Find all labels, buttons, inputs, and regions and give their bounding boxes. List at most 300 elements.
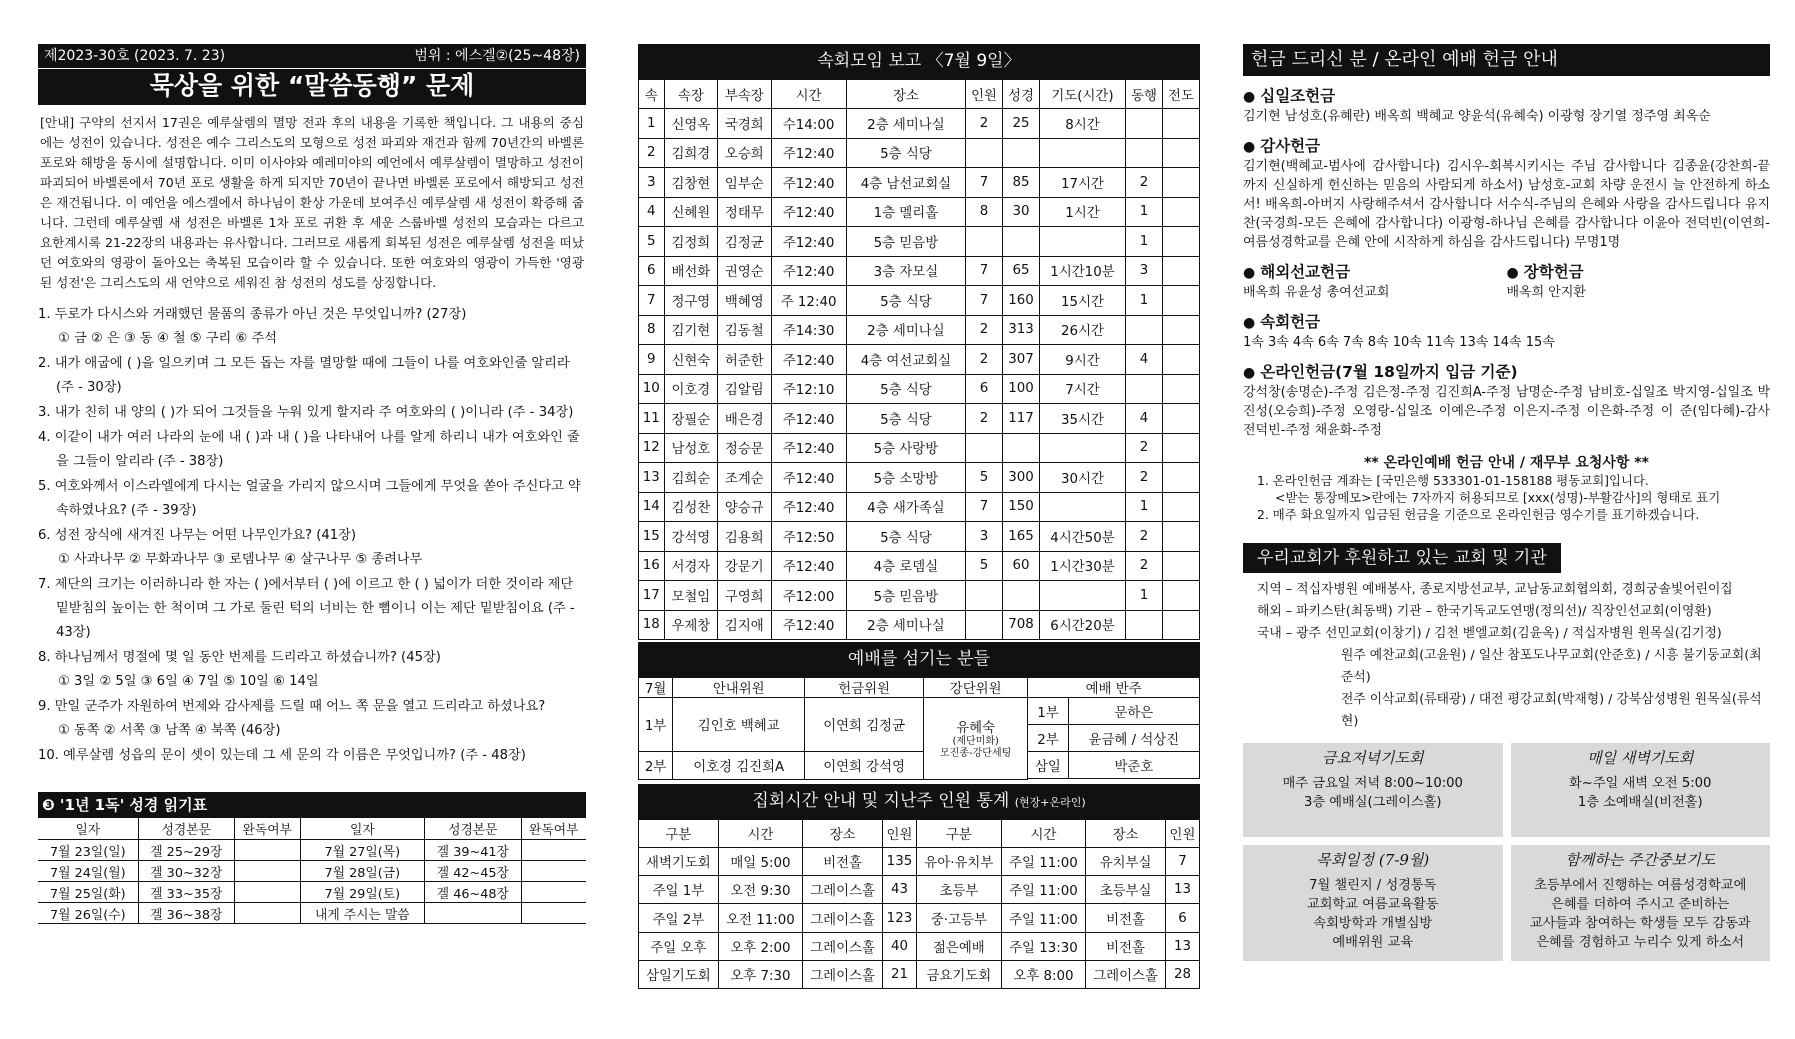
report-cell: 김창현 — [664, 168, 717, 198]
friday-prayer-title: 금요저녁기도회 — [1322, 749, 1424, 767]
report-cell: 708 — [1003, 610, 1040, 640]
report-cell: 1 — [1126, 197, 1163, 227]
report-cell: 주12:40 — [771, 492, 846, 522]
report-cell: 1시간30분 — [1039, 551, 1125, 581]
question-item — [38, 401, 586, 425]
altar-sub1: (제단미화) — [952, 735, 999, 747]
reading-cell: 겔 46~48장 — [425, 882, 521, 903]
report-cell — [1162, 374, 1199, 404]
meditation-title: 묵상을 위한 “말씀동행” 문제 — [38, 69, 586, 105]
report-cell — [1003, 138, 1040, 168]
report-cell: 7 — [966, 286, 1003, 316]
report-cell: 김희순 — [664, 463, 717, 493]
notice-line1b: <받는 통장메모>란에는 7자까지 허용되므로 [xxx(성명)-부활감사]의 형태로 표기 — [1275, 490, 1721, 505]
report-cell: 국경희 — [718, 109, 771, 139]
servers-altar-head: 강단위원 — [924, 677, 1028, 698]
report-row — [639, 197, 1200, 227]
question-options: ① 동쪽 ② 서쪽 ③ 남쪽 ④ 북쪽 (46장) — [58, 723, 281, 738]
reading-header: 성경본문 — [138, 818, 234, 840]
meeting-row — [639, 847, 1200, 875]
meeting-header: 시간 — [1001, 819, 1085, 848]
thanks-heading: ● 감사헌금 — [1243, 136, 1770, 157]
report-cell: 4층 남선교회실 — [846, 168, 965, 198]
report-cell: 주12:40 — [771, 138, 846, 168]
notice-heading: ** 온라인예배 헌금 안내 / 재무부 요청사항 ** — [1364, 455, 1649, 471]
report-cell: 165 — [1003, 522, 1040, 552]
report-cell: 6 — [966, 374, 1003, 404]
report-cell: 2 — [1126, 551, 1163, 581]
report-cell — [1162, 581, 1199, 611]
report-cell — [1039, 581, 1125, 611]
report-cell: 1시간 — [1039, 197, 1125, 227]
reading-cell: 7월 27일(목) — [300, 840, 425, 861]
support-domestic-2: 원주 예찬교회(고윤원) / 일산 참포도나무교회(안준호) / 시흥 불기둥교회(최준석) — [1341, 648, 1762, 685]
report-cell: 김동철 — [718, 315, 771, 345]
question-options: ① 3일 ② 5일 ③ 6일 ④ 7일 ⑤ 10일 ⑥ 14일 — [58, 674, 319, 689]
question-text: 2. 내가 애굽에 ( )을 일으키며 그 모든 돕는 자를 멸망할 때에 그들이 나를 여호와인줄 알리라 (주 - 30장) — [38, 356, 570, 395]
reading-cell: 내게 주시는 말씀 — [300, 903, 425, 924]
report-cell: 정승문 — [718, 433, 771, 463]
accomp3: 박준호 — [1068, 752, 1199, 779]
reading-cell: 7월 29일(토) — [300, 882, 425, 903]
report-cell: 정구영 — [664, 286, 717, 316]
reading-header: 일자 — [300, 818, 425, 840]
report-cell — [1039, 227, 1125, 257]
question-text: 6. 성전 장식에 새겨진 나무는 어떤 나무인가요? (41장) — [38, 528, 357, 543]
weekly-intercession-2: 은혜를 더하여 주시고 준비하는 — [1551, 897, 1730, 912]
reading-cell: 겔 42~45장 — [425, 861, 521, 882]
report-cell: 26시간 — [1039, 315, 1125, 345]
meeting-header: 구분 — [916, 819, 1001, 848]
report-cell: 정태무 — [718, 197, 771, 227]
question-text: 8. 하나님께서 명절에 몇 일 동안 번제를 드리라고 하셨습니까? (45장) — [38, 650, 441, 665]
report-cell — [1162, 138, 1199, 168]
report-cell: 오승희 — [718, 138, 771, 168]
report-cell: 15시간 — [1039, 286, 1125, 316]
notice-line1: 1. 온라인헌금 계좌는 [국민은행 533301-01-158188 평동교회]입니다. — [1257, 473, 1649, 488]
report-row — [639, 374, 1200, 404]
reading-header: 완독여부 — [234, 818, 300, 840]
report-cell: 2 — [966, 315, 1003, 345]
friday-prayer-place: 3층 예배실(그레이스홀) — [1303, 795, 1442, 810]
reading-cell: 7월 28일(금) — [300, 861, 425, 882]
class-offering-list: 1속 3속 4속 6속 7속 8속 10속 11속 13속 14속 15속 — [1243, 335, 1555, 350]
dawn-prayer-place: 1층 소예배실(비전홀) — [1577, 795, 1703, 810]
meeting-cell: 유아·유치부 — [916, 847, 1001, 875]
meeting-cell: 123 — [882, 904, 916, 932]
question-item — [38, 744, 586, 768]
meeting-cell: 비전홀 — [1086, 932, 1166, 960]
reading-cell: 7월 24일(월) — [38, 861, 138, 882]
report-cell: 16 — [639, 551, 665, 581]
question-item — [38, 426, 586, 474]
meeting-cell: 삼일기도회 — [639, 960, 719, 988]
report-cell: 35시간 — [1039, 404, 1125, 434]
support-domestic-1: 국내 – 광주 선민교회(이창기) / 김천 벧엘교회(김윤옥) / 적십자병원 원목실(김기정) — [1257, 626, 1722, 641]
report-cell — [1162, 404, 1199, 434]
report-header: 기도(시간) — [1039, 79, 1125, 109]
report-cell: 5층 사랑방 — [846, 433, 965, 463]
report-cell: 13 — [639, 463, 665, 493]
question-item — [38, 573, 586, 645]
report-cell: 김정희 — [664, 227, 717, 257]
report-cell — [1003, 433, 1040, 463]
report-cell — [1039, 492, 1125, 522]
report-cell — [1003, 581, 1040, 611]
accomp3-label: 삼일 — [1028, 752, 1068, 779]
reading-cell: 겔 25~29장 — [138, 840, 234, 861]
servers-part1: 1부 — [639, 698, 673, 752]
meeting-cell: 21 — [882, 960, 916, 988]
offering-section — [1243, 44, 1770, 961]
online-offering-list: 강석창(송명순)-주정 김은정-주정 김진희A-주정 남명순-주정 남비호-십일조 박지영-십일조 박진성(오승희)-주정 오영랑-십일조 이예은-주정 이은지-주정 이은화-주정 이 준(임다혜)-감사 전덕빈-주정 채윤화-주정 — [1243, 385, 1770, 438]
info-boxes — [1243, 743, 1770, 961]
report-cell: 주12:40 — [771, 404, 846, 434]
question-item — [38, 475, 586, 523]
report-cell: 1층 멜리홀 — [846, 197, 965, 227]
report-cell: 5 — [639, 227, 665, 257]
meeting-cell: 젊은예배 — [916, 932, 1001, 960]
support-title: 우리교회가 후원하고 있는 교회 및 기관 — [1243, 543, 1561, 573]
report-cell: 10 — [639, 374, 665, 404]
meeting-cell: 135 — [882, 847, 916, 875]
report-cell: 6시간20분 — [1039, 610, 1125, 640]
report-cell: 5층 식당 — [846, 404, 965, 434]
report-cell: 1 — [1126, 286, 1163, 316]
issue-number: 제2023-30호 (2023. 7. 23) — [44, 48, 226, 64]
report-cell — [1162, 315, 1199, 345]
report-cell: 김성찬 — [664, 492, 717, 522]
mission-scholar-row — [1243, 252, 1770, 302]
report-row — [639, 227, 1200, 257]
meeting-header: 장소 — [803, 819, 883, 848]
pastoral-schedule-box — [1243, 845, 1503, 961]
meeting-cell: 주일 2부 — [639, 904, 719, 932]
reading-cell: 7월 23일(일) — [38, 840, 138, 861]
report-section — [638, 44, 1200, 989]
support-local: 지역 – 적십자병원 예배봉사, 종로지방선교부, 교남동교회협의회, 경희궁솔빛어린이집 — [1257, 582, 1733, 597]
report-cell: 5층 식당 — [846, 138, 965, 168]
meeting-header: 구분 — [639, 819, 719, 848]
report-cell: 주12:40 — [771, 463, 846, 493]
report-header: 전도 — [1162, 79, 1199, 109]
pastoral-schedule-3: 속회방학과 개별심방 — [1313, 916, 1433, 931]
report-cell: 14 — [639, 492, 665, 522]
reading-cell: 겔 33~35장 — [138, 882, 234, 903]
question-options: ① 금 ② 은 ③ 동 ④ 철 ⑤ 구리 ⑥ 주석 — [58, 331, 277, 346]
dawn-prayer-title: 매일 새벽기도회 — [1587, 749, 1694, 767]
question-text: 1. 두로가 다시스와 거래했던 물품의 종류가 아닌 것은 무엇입니까? (27장) — [38, 307, 467, 322]
report-cell: 김기현 — [664, 315, 717, 345]
report-cell: 2 — [966, 404, 1003, 434]
report-cell: 주12:40 — [771, 433, 846, 463]
report-cell: 9시간 — [1039, 345, 1125, 375]
report-cell: 조계순 — [718, 463, 771, 493]
report-cell: 85 — [1003, 168, 1040, 198]
report-cell: 2 — [1126, 168, 1163, 198]
report-cell: 5층 믿음방 — [846, 227, 965, 257]
meeting-cell: 비전홀 — [1086, 904, 1166, 932]
report-cell: 5 — [966, 463, 1003, 493]
report-cell: 양승규 — [718, 492, 771, 522]
report-cell: 5층 식당 — [846, 374, 965, 404]
reading-row — [38, 840, 586, 861]
reading-row — [38, 882, 586, 903]
thanks-names: 김기현(백혜교-범사에 감사합니다) 김시우-회복시키시는 주님 감사합니다 김종윤(강찬희-끝까지 신실하게 헌신하는 믿음의 사람되게 하소서) 남성호-교회 차량 운전시 늘 안전하게 하소서! 배옥희-아버지 사랑해주셔서 감사합니다 서수식-주님의 은혜와 사랑을 감사드립니다 유지찬(국경희-모든 은혜에 감사합니다) 이광형-하나님 은혜를 감사합니다 이윤아 전덕빈(이연희-여름성경학교를 은혜 안에 시작하게 하심을 감사드립니다) 무명1명 — [1243, 159, 1770, 250]
meeting-cell: 그레이스홀 — [803, 960, 883, 988]
report-cell: 4시간50분 — [1039, 522, 1125, 552]
report-cell: 150 — [1003, 492, 1040, 522]
meeting-table — [638, 818, 1200, 990]
pastoral-schedule-title: 목회일정 (7-9월) — [1316, 851, 1430, 869]
report-row — [639, 492, 1200, 522]
meeting-cell: 중·고등부 — [916, 904, 1001, 932]
report-cell: 4층 새가족실 — [846, 492, 965, 522]
servers-offering2: 이연희 강석영 — [805, 752, 924, 780]
meeting-cell: 주일 11:00 — [1001, 847, 1085, 875]
meeting-cell: 주일 13:30 — [1001, 932, 1085, 960]
report-cell: 1 — [1126, 581, 1163, 611]
report-cell: 2층 세미나실 — [846, 109, 965, 139]
report-cell: 주12:40 — [771, 227, 846, 257]
reading-plan-table — [38, 818, 586, 924]
reading-header: 성경본문 — [425, 818, 521, 840]
report-cell: 7시간 — [1039, 374, 1125, 404]
class-report-title: 속회모임 보고 〈7월 9일〉 — [638, 44, 1200, 78]
issue-bar — [38, 44, 586, 68]
servers-part2: 2부 — [639, 752, 673, 780]
pastoral-schedule-2: 교회학교 여름교육활동 — [1306, 897, 1439, 912]
meeting-cell: 매일 5:00 — [718, 847, 802, 875]
pastoral-schedule-1: 7월 챌린지 / 성경통독 — [1309, 878, 1437, 893]
report-cell: 2층 세미나실 — [846, 315, 965, 345]
class-report-table — [638, 78, 1200, 640]
report-header: 성경 — [1003, 79, 1040, 109]
report-cell: 주12:40 — [771, 551, 846, 581]
meeting-cell: 7 — [1165, 847, 1199, 875]
report-cell: 3층 자모실 — [846, 256, 965, 286]
report-cell: 25 — [1003, 109, 1040, 139]
meeting-header: 인원 — [1165, 819, 1199, 848]
report-cell: 4 — [1126, 404, 1163, 434]
report-cell: 신현숙 — [664, 345, 717, 375]
report-cell — [1162, 433, 1199, 463]
meeting-title: 집회시간 안내 및 지난주 인원 통계 — [752, 790, 1010, 811]
report-cell: 김용희 — [718, 522, 771, 552]
reading-cell — [521, 882, 586, 903]
report-cell: 김지애 — [718, 610, 771, 640]
report-cell — [966, 138, 1003, 168]
class-offering-heading: ● 속회헌금 — [1243, 312, 1770, 333]
reading-row — [38, 861, 586, 882]
friday-prayer-box — [1243, 743, 1503, 837]
report-cell — [1126, 109, 1163, 139]
reading-cell — [234, 882, 300, 903]
meeting-row — [639, 960, 1200, 988]
meeting-cell: 13 — [1165, 932, 1199, 960]
reading-header: 완독여부 — [521, 818, 586, 840]
report-cell: 서경자 — [664, 551, 717, 581]
report-cell — [1162, 551, 1199, 581]
report-cell: 313 — [1003, 315, 1040, 345]
report-row — [639, 315, 1200, 345]
report-cell: 주12:40 — [771, 197, 846, 227]
servers-month: 7월 — [639, 677, 673, 698]
weekly-intercession-4: 은혜를 경험하고 누리수 있게 하소서 — [1536, 935, 1745, 950]
report-cell: 1 — [1126, 492, 1163, 522]
report-cell: 배은경 — [718, 404, 771, 434]
altar-name: 유혜숙 — [956, 720, 996, 736]
report-cell: 강문기 — [718, 551, 771, 581]
meeting-cell: 오후 2:00 — [718, 932, 802, 960]
question-text: 4. 이같이 내가 여러 나라의 눈에 내 ( )과 내 ( )을 나타내어 나를 알게 하리니 내가 여호와인 줄을 그들이 알리라 (주 - 38장) — [38, 430, 580, 469]
report-row — [639, 256, 1200, 286]
report-cell — [1039, 433, 1125, 463]
report-row — [639, 433, 1200, 463]
friday-prayer-time: 매주 금요일 저녁 8:00~10:00 — [1282, 776, 1463, 791]
report-cell: 수14:00 — [771, 109, 846, 139]
reading-cell — [521, 840, 586, 861]
report-cell: 12 — [639, 433, 665, 463]
report-cell: 2 — [639, 138, 665, 168]
meeting-header: 시간 — [718, 819, 802, 848]
report-row — [639, 610, 1200, 640]
accomp1: 문하은 — [1068, 698, 1199, 725]
servers-offering-head: 헌금위원 — [805, 677, 924, 698]
meeting-cell: 그레이스홀 — [1086, 960, 1166, 988]
report-cell: 5층 식당 — [846, 286, 965, 316]
report-cell: 18 — [639, 610, 665, 640]
report-cell — [1126, 610, 1163, 640]
report-header: 속장 — [664, 79, 717, 109]
reading-cell: 겔 30~32장 — [138, 861, 234, 882]
meeting-cell: 유치부실 — [1086, 847, 1166, 875]
altar-sub2: 모진종-강단세팅 — [940, 747, 1012, 759]
report-cell: 5층 식당 — [846, 522, 965, 552]
report-cell: 17시간 — [1039, 168, 1125, 198]
servers-usher2: 이호경 김진희A — [673, 752, 805, 780]
report-cell: 2 — [966, 345, 1003, 375]
report-cell: 2 — [1126, 463, 1163, 493]
report-cell: 주 12:40 — [771, 286, 846, 316]
meeting-header: 인원 — [882, 819, 916, 848]
report-cell: 1 — [639, 109, 665, 139]
report-cell: 3 — [1126, 256, 1163, 286]
report-cell: 65 — [1003, 256, 1040, 286]
pastoral-schedule-4: 예배위원 교육 — [1332, 935, 1414, 950]
meeting-cell: 주일 11:00 — [1001, 876, 1085, 904]
accomp2: 윤금혜 / 석상진 — [1068, 725, 1199, 752]
reading-cell — [425, 903, 521, 924]
report-cell: 2 — [966, 109, 1003, 139]
accomp2-label: 2부 — [1028, 725, 1068, 752]
report-cell: 신혜원 — [664, 197, 717, 227]
report-cell: 4층 여선교회실 — [846, 345, 965, 375]
report-header: 시간 — [771, 79, 846, 109]
report-cell: 30시간 — [1039, 463, 1125, 493]
report-cell: 30 — [1003, 197, 1040, 227]
report-cell: 7 — [966, 492, 1003, 522]
notice-body — [1243, 472, 1770, 523]
report-cell: 주12:40 — [771, 610, 846, 640]
question-text: 9. 만일 군주가 자원하여 번제와 감사제를 드릴 때 어느 쪽 문을 열고 드리라고 하셨나요? — [38, 699, 546, 714]
weekly-intercession-1: 초등부에서 진행하는 여름성경학교에 — [1534, 878, 1747, 893]
meeting-cell: 금요기도회 — [916, 960, 1001, 988]
report-cell — [1162, 492, 1199, 522]
report-cell: 2 — [1126, 433, 1163, 463]
meeting-cell: 주일 1부 — [639, 876, 719, 904]
report-cell — [1162, 109, 1199, 139]
report-cell: 권영순 — [718, 256, 771, 286]
report-cell: 주12:40 — [771, 256, 846, 286]
support-domestic-3: 전주 이삭교회(류태광) / 대전 평강교회(박재형) / 강북삼성병원 원목실(류석현) — [1341, 692, 1762, 729]
report-cell: 강석영 — [664, 522, 717, 552]
report-cell: 장필순 — [664, 404, 717, 434]
report-cell — [966, 581, 1003, 611]
report-cell — [1162, 168, 1199, 198]
meeting-cell: 6 — [1165, 904, 1199, 932]
report-cell: 1시간10분 — [1039, 256, 1125, 286]
meeting-cell: 초등부실 — [1086, 876, 1166, 904]
report-cell: 2 — [1126, 522, 1163, 552]
report-cell: 160 — [1003, 286, 1040, 316]
report-cell — [1126, 138, 1163, 168]
report-cell: 김알림 — [718, 374, 771, 404]
reading-cell — [234, 840, 300, 861]
tithe-heading: ● 십일조헌금 — [1243, 86, 1770, 107]
report-cell: 17 — [639, 581, 665, 611]
question-item — [38, 646, 586, 694]
meeting-cell: 그레이스홀 — [803, 932, 883, 960]
reading-cell — [234, 861, 300, 882]
report-cell: 300 — [1003, 463, 1040, 493]
meeting-cell: 그레이스홀 — [803, 904, 883, 932]
tithe-names: 김기현 남성호(유혜란) 배옥희 백혜교 양윤석(유혜숙) 이광형 장기열 정주영 최옥순 — [1243, 109, 1711, 124]
report-cell: 4층 로뎀실 — [846, 551, 965, 581]
online-offering-heading: ● 온라인헌금(7월 18일까지 입금 기준) — [1243, 362, 1770, 383]
report-cell — [1126, 374, 1163, 404]
report-row — [639, 345, 1200, 375]
meeting-title-sub: (현장+온라인) — [1014, 795, 1086, 809]
question-options: ① 사과나무 ② 무화과나무 ③ 로뎀나무 ④ 살구나무 ⑤ 종려나무 — [58, 552, 423, 567]
meeting-row — [639, 876, 1200, 904]
weekly-intercession-title: 함께하는 주간중보기도 — [1565, 851, 1716, 869]
report-cell: 8 — [966, 197, 1003, 227]
reading-cell — [521, 861, 586, 882]
meeting-cell: 43 — [882, 876, 916, 904]
meeting-cell: 주일 오후 — [639, 932, 719, 960]
question-text: 3. 내가 친히 내 양의 ( )가 되어 그것들을 누워 있게 할지라 주 여호와의 ( )이니라 (주 - 34장) — [38, 405, 574, 420]
meeting-cell: 오전 9:30 — [718, 876, 802, 904]
dawn-prayer-box — [1511, 743, 1771, 837]
servers-usher-head: 안내위원 — [673, 677, 805, 698]
report-cell: 5층 믿음방 — [846, 581, 965, 611]
meeting-row — [639, 932, 1200, 960]
report-cell: 이호경 — [664, 374, 717, 404]
question-item — [38, 303, 586, 351]
reading-cell — [234, 903, 300, 924]
dawn-prayer-time: 화~주일 새벽 오전 5:00 — [1569, 776, 1712, 791]
report-cell — [1162, 197, 1199, 227]
meeting-cell: 새벽기도회 — [639, 847, 719, 875]
reading-cell: 겔 36~38장 — [138, 903, 234, 924]
report-cell: 117 — [1003, 404, 1040, 434]
report-cell — [966, 610, 1003, 640]
report-cell — [1162, 286, 1199, 316]
report-cell — [966, 433, 1003, 463]
servers-offering1: 이연희 김정균 — [805, 698, 924, 752]
weekly-intercession-box — [1511, 845, 1771, 961]
